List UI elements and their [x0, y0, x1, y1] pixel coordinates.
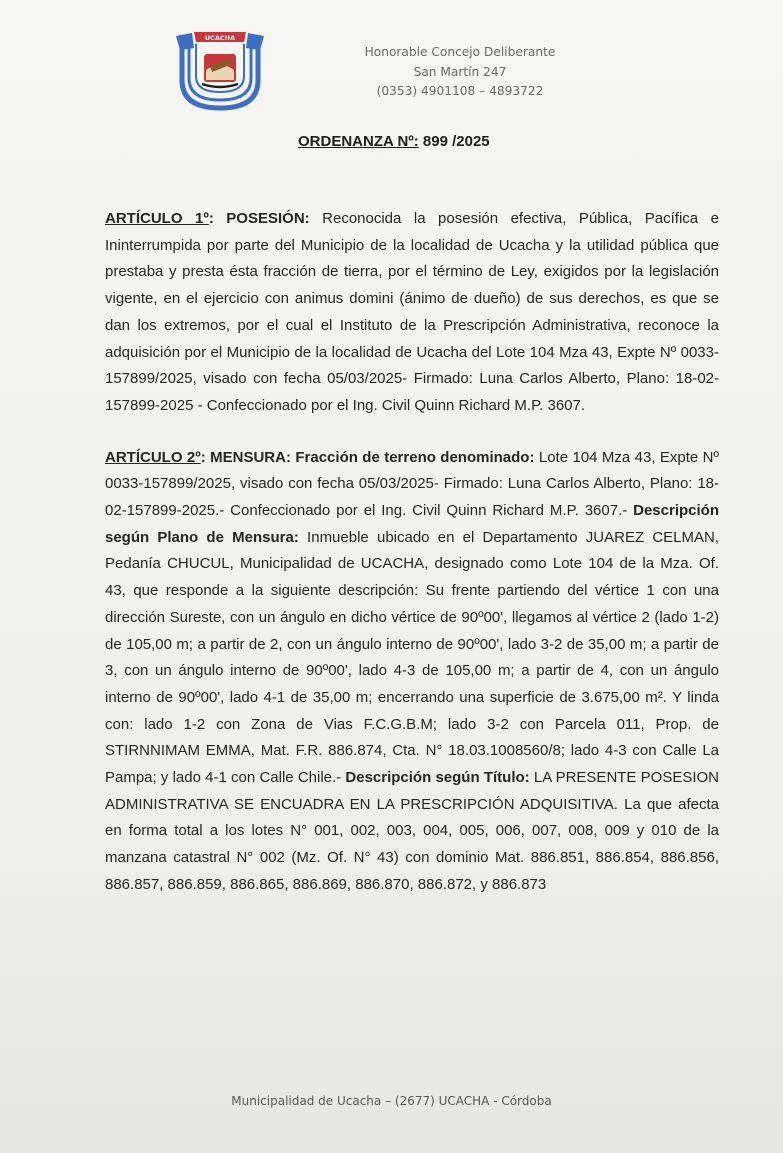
- article-2-text-3: LA PRESENTE POSESION ADMINISTRATIVA SE ENCUADRA EN LA PRESCRIPCIÓN ADQUISITIVA. La que afecta en forma total a los lotes N° 001, 002, 003, 004, 005, 006, 007, 008, 009 y 010 de la manzana catastral N° 002 (Mz. Of. N° 43) con dominio Mat. 886.851, 886.854, 886.856, 886.857, 886.859, 886.865, 886.869, 886.870, 886.872, y 886.873: [105, 769, 719, 893]
- municipal-shield-logo: [172, 30, 268, 112]
- council-address: San Martín 247: [413, 64, 507, 79]
- council-header: [330, 43, 590, 102]
- article-1-heading: : POSESIÓN:: [208, 210, 310, 227]
- article-1-text: Reconocida la posesión efectiva, Pública, Pacífica e Ininterrumpida por parte del Municipio de la localidad de Ucacha y la utilidad pública que prestaba y presta ésta fracción de tierra, por el término de Ley, exigidos por la legislación vigente, en el ejercicio con animus domini (ánimo de dueño) de sus derechos, es que se dan los extremos, por el cual el Instituto de la Prescripción Administrativa, reconoce la adquisición por el Municipio de la localidad de Ucacha del Lote 104 Mza 43, Expte Nº 0033-157899/2025, visado con fecha 05/03/2025- Firmado: Luna Carlos Alberto, Plano: 18-02-157899-2025 - Confeccionado por el Ing. Civil Quinn Richard M.P. 3607.: [105, 210, 719, 414]
- ordinance-body: [105, 206, 719, 899]
- article-2-heading: : MENSURA: Fracción de terreno denominado:: [200, 448, 535, 466]
- article-2-subheading-titulo: Descripción según Título:: [345, 769, 530, 787]
- council-name: Honorable Concejo Deliberante: [364, 45, 556, 59]
- article-1-label: ARTÍCULO 1º: [105, 210, 209, 227]
- ordinance-number: 899 /2025: [418, 133, 490, 150]
- article-2: [105, 445, 719, 899]
- article-2-label: ARTÍCULO 2º: [105, 448, 201, 466]
- article-1: [105, 206, 719, 420]
- council-phones: (0353) 4901108 – 4893722: [376, 84, 544, 98]
- logo-lettering: UCACHA: [204, 34, 236, 42]
- article-2-subheading-plano: Descripción según Plano de Mensura:: [105, 502, 719, 546]
- ordinance-label: ORDENANZA Nº:: [298, 133, 419, 150]
- page-footer: Municipalidad de Ucacha – (2677) UCACHA - Córdoba: [231, 1094, 552, 1108]
- article-2-text-1: Lote 104 Mza 43, Expte Nº 0033-157899/2025, visado con fecha 05/03/2025- Firmado: Luna Carlos Alberto, Plano: 18-02-157899-2025.- Confeccionado por el Ing. Civil Quinn Richard M.P. 3607.-: [105, 448, 719, 520]
- article-2-text-2: Inmueble ubicado en el Departamento JUAREZ CELMAN, Pedanía CHUCUL, Municipalidad de UCACHA, designado como Lote 104 de la Mza. Of. 43, que responde a la siguiente descripción: Su frente partiendo del vértice 1 con una dirección Sureste, con un ángulo en dicho vértice de 90º00', llegamos al vértice 2 (lado 1-2) de 105,00 m; a partir de 2, con un ángulo interno de 90º00', lado 3-2 de 35,00 m; a partir de 3, con un ángulo interno de 90º00', lado 4-3 de 105,00 m; a partir de 4, con un ángulo interno de 90º00', lado 4-1 de 35,00 m; encerrando una superficie de 3.675,00 m². Y linda con: lado 1-2 con Zona de Vias F.C.G.B.M; lado 3-2 con Parcela 011, Prop. de STIRNNIMAM EMMA, Mat. F.R. 886.874, Cta. N° 18.03.1008560/8; lado 4-3 con Calle La Pampa; y lado 4-1 con Calle Chile.-: [105, 528, 720, 787]
- ordinance-title: [298, 133, 490, 150]
